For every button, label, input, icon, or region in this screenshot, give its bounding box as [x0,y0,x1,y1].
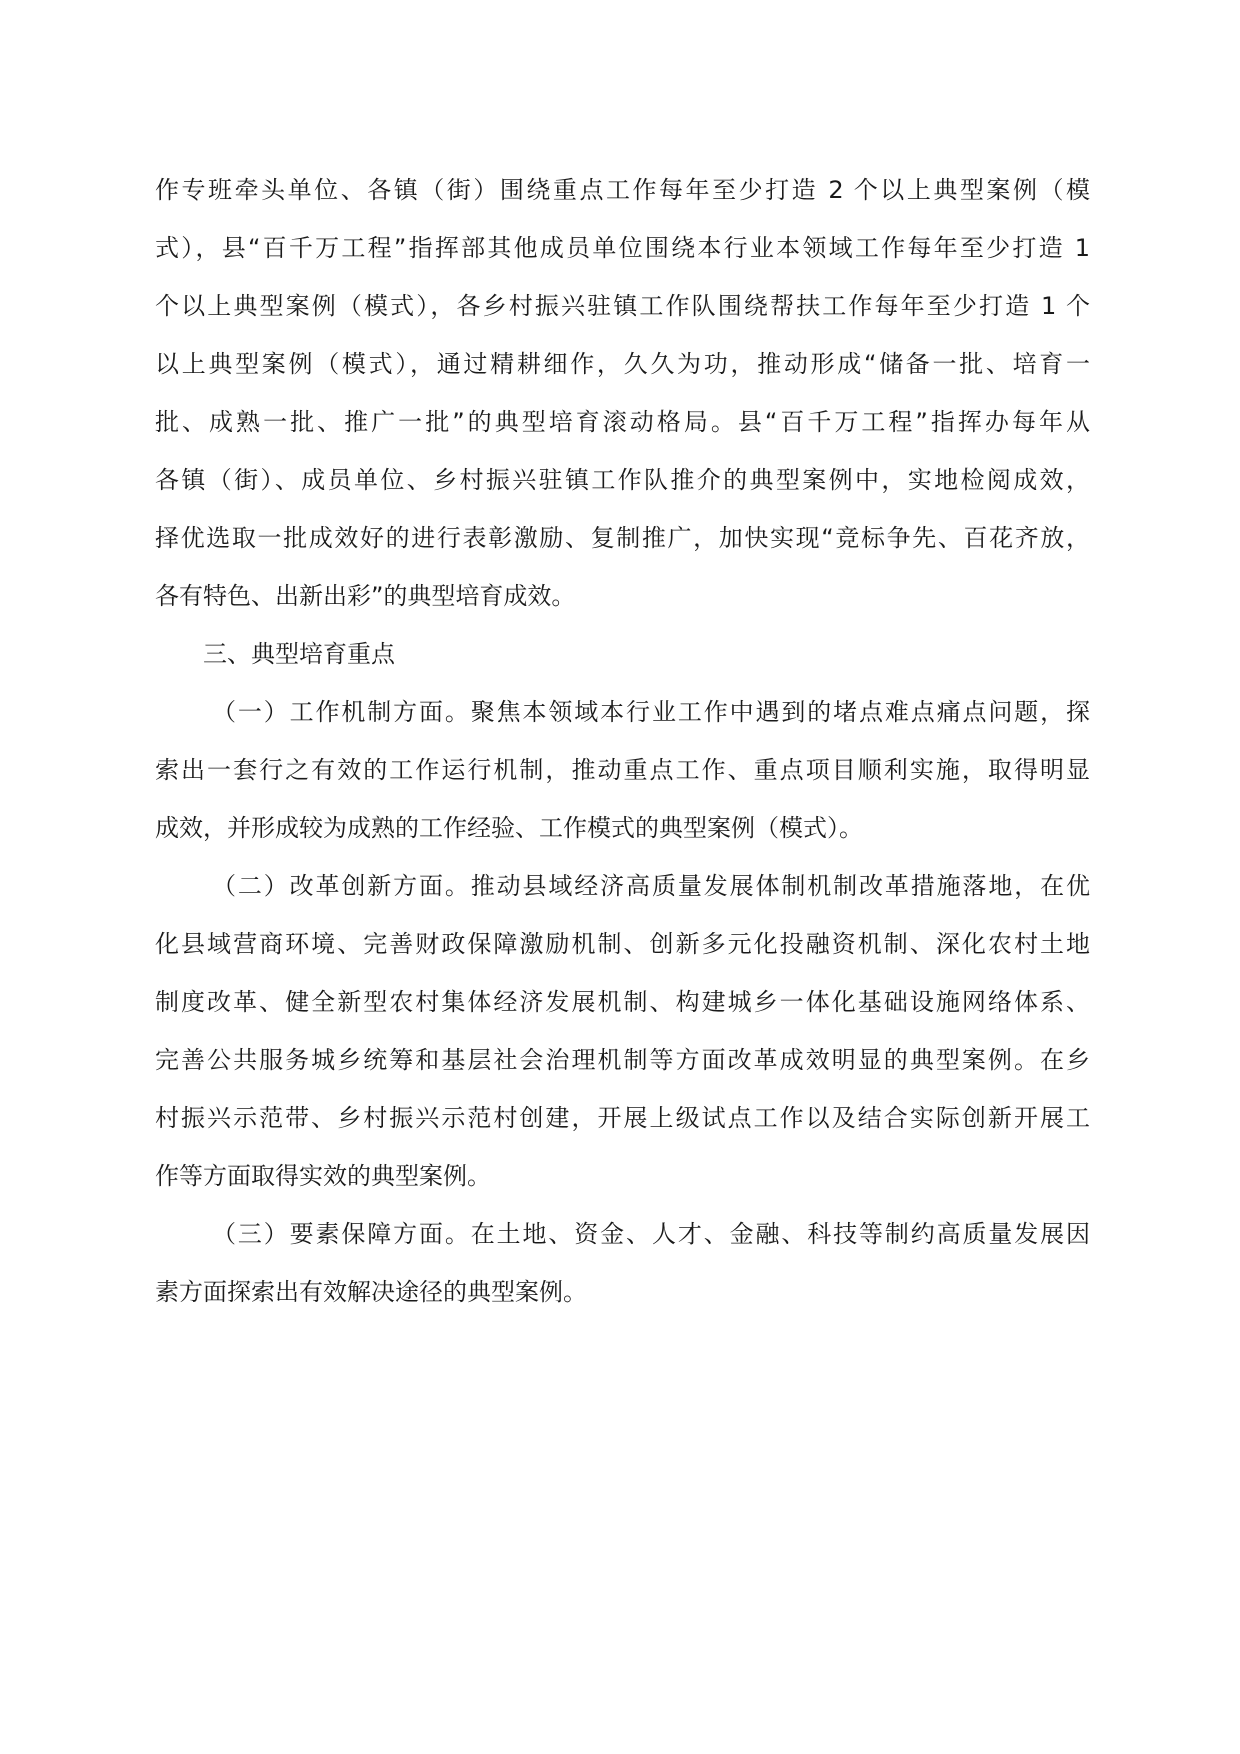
paragraph-line: 村振兴示范带、乡村振兴示范村创建，开展上级试点工作以及结合实际创新开展工 [155,1104,1090,1132]
paragraph-line: （二）改革创新方面。推动县域经济高质量发展体制机制改革措施落地，在优 [212,872,1090,900]
section-heading: 三、典型培育重点 [203,640,395,668]
paragraph-line: 各有特色、出新出彩”的典型培育成效。 [155,582,576,610]
paragraph-line: 索出一套行之有效的工作运行机制，推动重点工作、重点项目顺利实施，取得明显 [155,756,1090,784]
paragraph-line: 个以上典型案例（模式），各乡村振兴驻镇工作队围绕帮扶工作每年至少打造 1 个 [155,292,1090,320]
paragraph-line: （一）工作机制方面。聚焦本领域本行业工作中遇到的堵点难点痛点问题，探 [212,698,1090,726]
paragraph-line: 作专班牵头单位、各镇（街）围绕重点工作每年至少打造 2 个以上典型案例（模 [155,176,1090,204]
paragraph-line: 制度改革、健全新型农村集体经济发展机制、构建城乡一体化基础设施网络体系、 [155,988,1090,1016]
paragraph-line: 择优选取一批成效好的进行表彰激励、复制推广，加快实现“竞标争先、百花齐放， [155,524,1090,552]
paragraph-line: 完善公共服务城乡统筹和基层社会治理机制等方面改革成效明显的典型案例。在乡 [155,1046,1090,1074]
paragraph-line: （三）要素保障方面。在土地、资金、人才、金融、科技等制约高质量发展因 [212,1220,1090,1248]
paragraph-line: 批、成熟一批、推广一批”的典型培育滚动格局。县“百千万工程”指挥办每年从 [155,408,1090,436]
paragraph-line: 作等方面取得实效的典型案例。 [155,1162,491,1190]
paragraph-line: 化县域营商环境、完善财政保障激励机制、创新多元化投融资机制、深化农村土地 [155,930,1090,958]
paragraph-line: 素方面探索出有效解决途径的典型案例。 [155,1278,587,1306]
paragraph-line: 以上典型案例（模式），通过精耕细作，久久为功，推动形成“储备一批、培育一 [155,350,1090,378]
paragraph-line: 成效，并形成较为成熟的工作经验、工作模式的典型案例（模式）。 [155,814,863,842]
paragraph-line: 各镇（街）、成员单位、乡村振兴驻镇工作队推介的典型案例中，实地检阅成效， [155,466,1090,494]
paragraph-line: 式），县“百千万工程”指挥部其他成员单位围绕本行业本领域工作每年至少打造 1 [155,234,1090,262]
